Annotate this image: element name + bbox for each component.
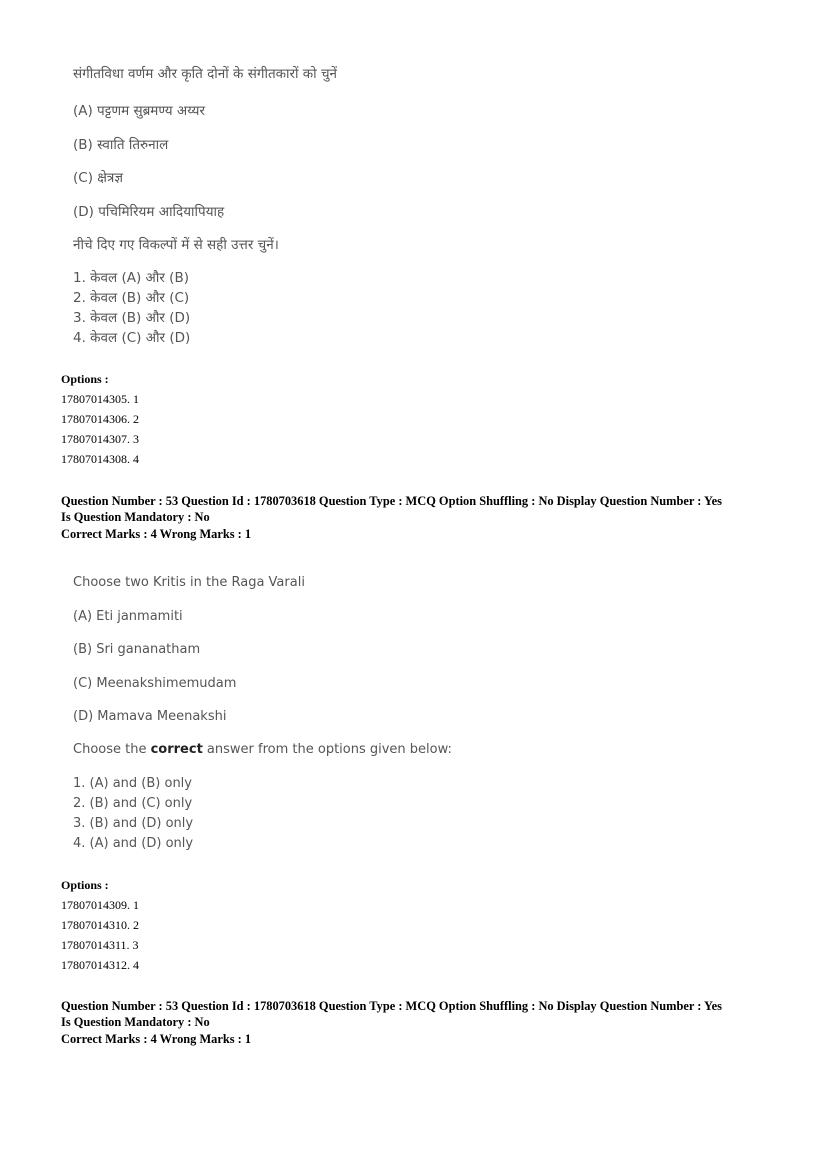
question-choice-3: 3. केवल (B) और (D) [73, 310, 191, 326]
options-header: Options : [61, 878, 109, 892]
question-item-b: (B) स्वाति तिरुनाल [73, 137, 169, 153]
question-item-b: (B) Sri gananatham [73, 642, 201, 657]
option-row: 17807014309. 1 [61, 898, 139, 912]
question-choice-2: 2. (B) and (C) only [73, 796, 193, 811]
question-item-c: (C) क्षेत्रज्ञ [73, 170, 124, 186]
question-choice-2: 2. केवल (B) और (C) [73, 290, 190, 306]
option-row: 17807014311. 3 [61, 938, 139, 952]
mandatory-line: Is Question Mandatory : No [61, 510, 210, 524]
question-choice-4: 4. केवल (C) और (D) [73, 330, 191, 346]
question-stem: संगीतविधा वर्णम और कृति दोनों के संगीतकारों को चुनें [73, 66, 338, 82]
question-instruction: Choose the correct answer from the options given below: [73, 742, 452, 757]
question-instruction: नीचे दिए गए विकल्पों में से सही उत्तर चुनें। [73, 237, 279, 253]
question-item-d: (D) Mamava Meenakshi [73, 709, 227, 724]
marks-line: Correct Marks : 4 Wrong Marks : 1 [61, 1032, 252, 1046]
option-row: 17807014308. 4 [61, 452, 139, 466]
question-meta-line: Question Number : 53 Question Id : 1780703618 Question Type : MCQ Option Shuffling : No Display Question Number : Yes [61, 999, 722, 1013]
question-item-a: (A) पट्टणम सुब्रमण्य अय्यर [73, 103, 205, 119]
question-item-c: (C) Meenakshimemudam [73, 676, 237, 691]
question-item-a: (A) Eti janmamiti [73, 609, 183, 624]
question-choice-1: 1. (A) and (B) only [73, 776, 192, 791]
question-choice-4: 4. (A) and (D) only [73, 836, 194, 851]
question-stem: Choose two Kritis in the Raga Varali [73, 575, 305, 590]
question-meta-line: Question Number : 53 Question Id : 1780703618 Question Type : MCQ Option Shuffling : No Display Question Number : Yes [61, 494, 722, 508]
option-row: 17807014312. 4 [61, 958, 139, 972]
bold-word: correct [150, 742, 203, 757]
option-row: 17807014305. 1 [61, 392, 139, 406]
option-row: 17807014310. 2 [61, 918, 139, 932]
marks-line: Correct Marks : 4 Wrong Marks : 1 [61, 527, 252, 541]
option-row: 17807014307. 3 [61, 432, 139, 446]
question-item-d: (D) पचिमिरियम आदियापियाह [73, 204, 225, 220]
mandatory-line: Is Question Mandatory : No [61, 1015, 210, 1029]
option-row: 17807014306. 2 [61, 412, 139, 426]
question-choice-3: 3. (B) and (D) only [73, 816, 194, 831]
options-header: Options : [61, 372, 109, 386]
question-choice-1: 1. केवल (A) और (B) [73, 270, 189, 286]
